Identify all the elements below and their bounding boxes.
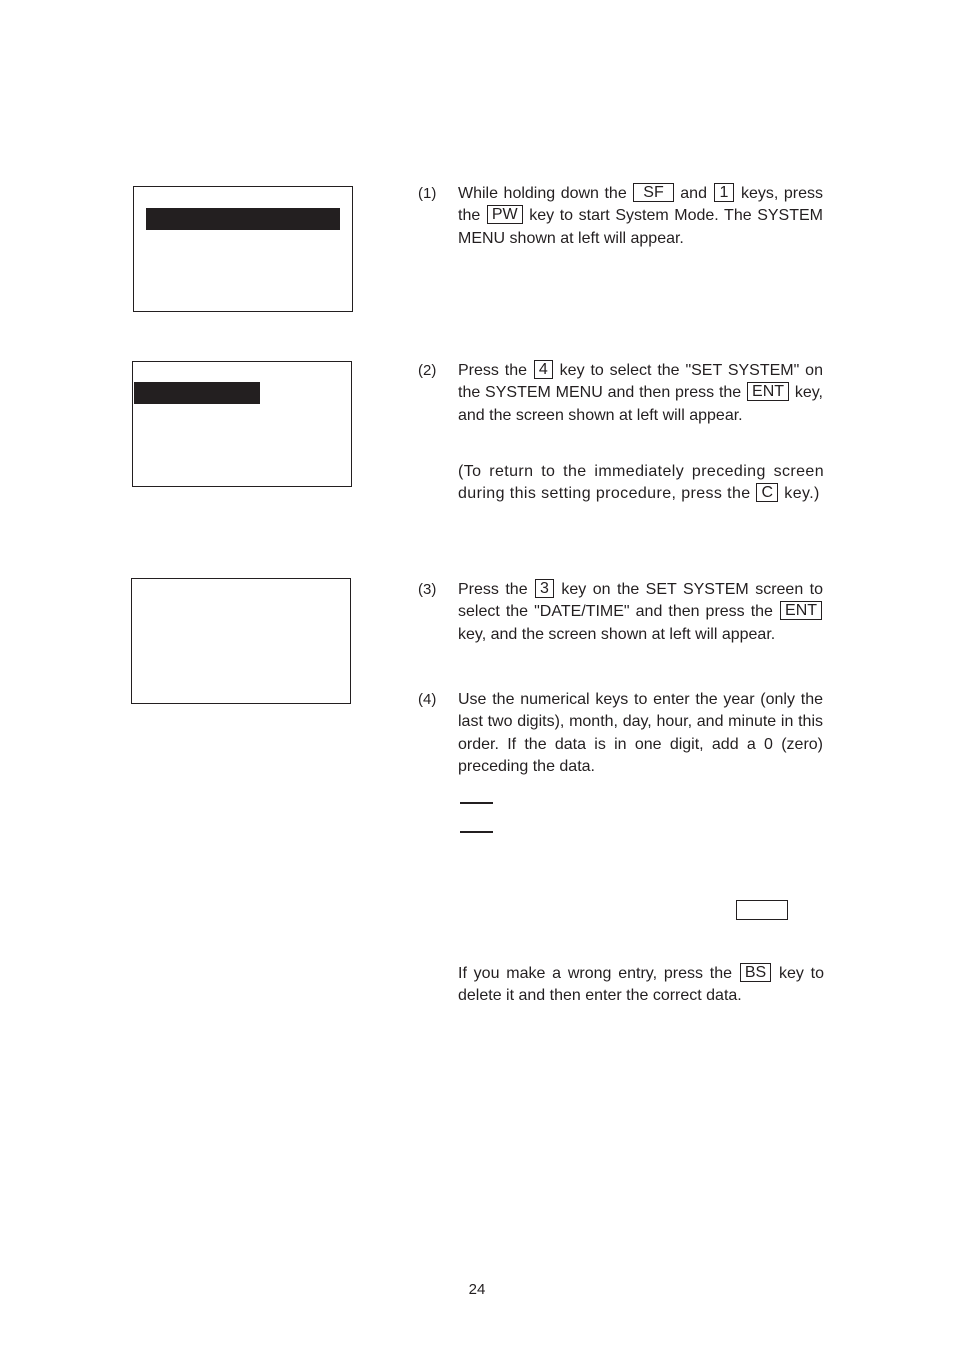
pw-key: PW	[487, 205, 523, 224]
ent-key: ENT	[747, 382, 789, 401]
step-text: Use the numerical keys to enter the year (only the last two digits), month, day, hour, and minute in this order. If the data is in one digit, add a 0 (zero) preceding the data.	[458, 691, 823, 775]
return-note: (To return to the immediately preceding screen during this setting procedure, press the C key.)	[458, 463, 824, 503]
key-outline	[736, 900, 788, 920]
bs-key: BS	[740, 963, 771, 982]
wrong-entry-note: If you make a wrong entry, press the BS key to delete it and then enter the correct data.	[458, 964, 825, 1005]
date-time-screen	[131, 578, 351, 704]
system-menu-screen	[133, 186, 353, 312]
underline-mark	[460, 802, 493, 804]
step-text: Press the 4 key to select the "SET SYSTEM" on the SYSTEM MENU and then press the ENT key, and the screen shown at left will appear.	[458, 361, 823, 424]
step-text: Press the 3 key on the SET SYSTEM screen to select the "DATE/TIME" and then press the ENT key, and the screen shown at left will appear.	[458, 580, 823, 643]
sf-key: SF	[633, 183, 673, 202]
key-1: 1	[714, 183, 735, 202]
step-number: (1)	[418, 185, 437, 202]
step-number: (3)	[418, 581, 437, 598]
step-text: While holding down the SF and 1 keys, press the PW key to start System Mode. The SYSTEM MENU shown at left will appear.	[458, 184, 823, 247]
ent-key: ENT	[780, 601, 822, 620]
underline-mark	[460, 831, 493, 833]
highlight-bar	[134, 382, 260, 404]
set-system-screen	[132, 361, 352, 487]
step-number: (4)	[418, 691, 437, 708]
page-number: 24	[468, 1281, 486, 1298]
c-key: C	[756, 483, 778, 502]
key-4: 4	[534, 360, 553, 379]
key-3: 3	[535, 579, 554, 598]
step-number: (2)	[418, 362, 437, 379]
highlight-bar	[146, 208, 340, 230]
